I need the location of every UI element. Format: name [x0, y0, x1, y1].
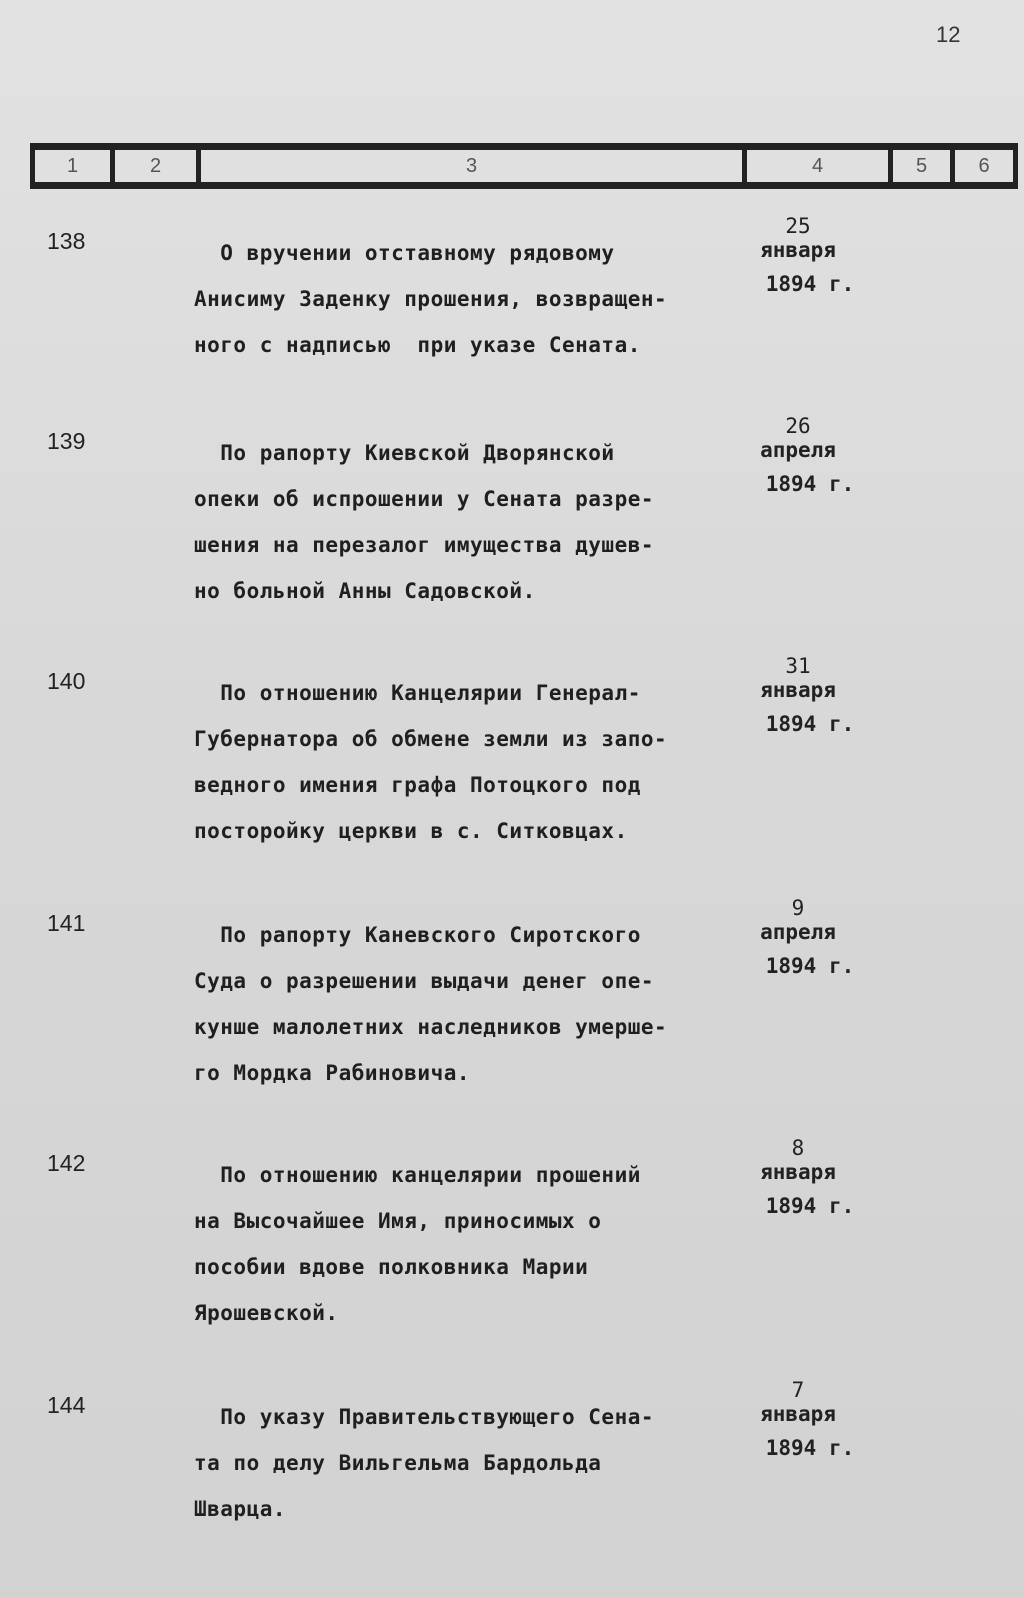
date-month: января: [760, 238, 836, 262]
date-year: 1894 г.: [765, 1436, 855, 1460]
date-day: 26: [785, 414, 811, 438]
date-day: 7: [791, 1378, 805, 1402]
description-line: ного с надписью при указе Сената.: [194, 333, 641, 357]
entry-date: [738, 1378, 858, 1460]
entry-description: [194, 670, 734, 854]
date-month: апреля: [760, 920, 836, 944]
description-line: посторойку церкви в с. Ситковцах.: [194, 819, 628, 843]
description-line: но больной Анны Садовской.: [194, 579, 536, 603]
column-header-6: 6: [950, 150, 1018, 182]
description-line: опеки об испрошении у Сената разре-: [194, 487, 655, 511]
entry-description: [194, 430, 734, 614]
entry-date: [738, 214, 858, 296]
date-day: 9: [791, 896, 805, 920]
entry-number: 142: [47, 1150, 86, 1176]
date-year: 1894 г.: [765, 472, 855, 496]
entry-description: [194, 230, 734, 368]
entry-date: [738, 654, 858, 736]
table-header: [30, 143, 1018, 189]
description-line: Губернатора об обмене земли из запо-: [194, 727, 668, 751]
column-header-1: 1: [30, 150, 110, 182]
date-day: 8: [791, 1136, 805, 1160]
description-line: По рапорту Киевской Дворянской: [194, 441, 615, 465]
description-line: По отношению Канцелярии Генерал-: [194, 681, 641, 705]
date-month: января: [760, 1160, 836, 1184]
date-year: 1894 г.: [765, 954, 855, 978]
description-line: ведного имения графа Потоцкого под: [194, 773, 641, 797]
description-line: на Высочайшее Имя, приносимых о: [194, 1209, 602, 1233]
description-line: По рапорту Каневского Сиротского: [194, 923, 641, 947]
entry-number: 138: [47, 228, 86, 254]
description-line: кунше малолетних наследников умерше-: [194, 1015, 668, 1039]
date-month: января: [760, 1402, 836, 1426]
column-header-4: 4: [742, 150, 888, 182]
date-year: 1894 г.: [765, 272, 855, 296]
date-month: января: [760, 678, 836, 702]
entry-date: [738, 414, 858, 496]
column-header-2: 2: [110, 150, 196, 182]
description-line: По указу Правительствующего Сена-: [194, 1405, 655, 1429]
column-header-3: 3: [196, 150, 742, 182]
description-line: пособии вдове полковника Марии: [194, 1255, 589, 1279]
column-header-5: 5: [888, 150, 950, 182]
date-year: 1894 г.: [765, 1194, 855, 1218]
description-line: шения на перезалог имущества душев-: [194, 533, 655, 557]
description-line: го Мордка Рабиновича.: [194, 1061, 471, 1085]
description-line: Анисиму Заденку прошения, возвращен-: [194, 287, 668, 311]
entry-number: 141: [47, 910, 86, 936]
description-line: Шварца.: [194, 1497, 287, 1521]
date-day: 25: [785, 214, 811, 238]
description-line: та по делу Вильгельма Бардольда: [194, 1451, 602, 1475]
entry-description: [194, 912, 734, 1096]
date-month: апреля: [760, 438, 836, 462]
description-line: О вручении отставному рядовому: [194, 241, 615, 265]
entry-description: [194, 1394, 734, 1532]
page-number: 12: [936, 22, 961, 47]
date-year: 1894 г.: [765, 712, 855, 736]
description-line: Суда о разрешении выдачи денег опе-: [194, 969, 655, 993]
description-line: Ярошевской.: [194, 1301, 339, 1325]
entry-number: 139: [47, 428, 86, 454]
description-line: По отношению канцелярии прошений: [194, 1163, 641, 1187]
entry-number: 144: [47, 1392, 86, 1418]
entry-number: 140: [47, 668, 86, 694]
entry-date: [738, 1136, 858, 1218]
date-day: 31: [785, 654, 811, 678]
entry-description: [194, 1152, 734, 1336]
entry-date: [738, 896, 858, 978]
